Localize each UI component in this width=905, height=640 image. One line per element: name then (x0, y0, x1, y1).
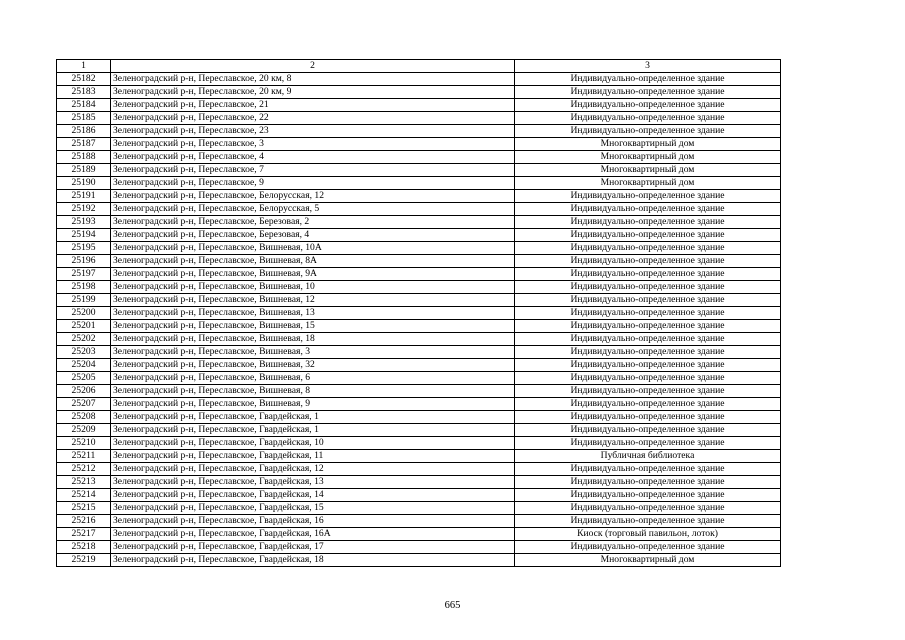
table-row (57, 398, 781, 411)
table-row (57, 255, 781, 268)
row-address: Зеленоградский р-н, Переславское, 9 (111, 177, 515, 190)
row-object-type: Индивидуально-определенное здание (515, 333, 781, 346)
row-number: 25196 (57, 255, 111, 268)
row-address: Зеленоградский р-н, Переславское, 3 (111, 138, 515, 151)
row-number: 25190 (57, 177, 111, 190)
row-address: Зеленоградский р-н, Переславское, Вишневая, 12 (111, 294, 515, 307)
table-body (57, 73, 781, 567)
row-address: Зеленоградский р-н, Переславское, Вишневая, 15 (111, 320, 515, 333)
row-number: 25215 (57, 502, 111, 515)
row-number: 25193 (57, 216, 111, 229)
row-number: 25210 (57, 437, 111, 450)
row-number: 25184 (57, 99, 111, 112)
row-number: 25189 (57, 164, 111, 177)
row-object-type: Индивидуально-определенное здание (515, 320, 781, 333)
table-row (57, 164, 781, 177)
row-address: Зеленоградский р-н, Переславское, Гвардейская, 18 (111, 554, 515, 567)
row-address: Зеленоградский р-н, Переславское, Вишневая, 10А (111, 242, 515, 255)
row-object-type: Индивидуально-определенное здание (515, 385, 781, 398)
row-object-type: Индивидуально-определенное здание (515, 424, 781, 437)
row-address: Зеленоградский р-н, Переславское, 4 (111, 151, 515, 164)
row-object-type: Многоквартирный дом (515, 554, 781, 567)
row-address: Зеленоградский р-н, Переславское, Гвардейская, 1 (111, 424, 515, 437)
table-row (57, 450, 781, 463)
row-address: Зеленоградский р-н, Переславское, Гвардейская, 12 (111, 463, 515, 476)
column-header-1: 1 (57, 60, 111, 73)
row-number: 25218 (57, 541, 111, 554)
row-address: Зеленоградский р-н, Переславское, Гвардейская, 17 (111, 541, 515, 554)
row-address: Зеленоградский р-н, Переславское, Вишневая, 18 (111, 333, 515, 346)
table-row (57, 73, 781, 86)
row-object-type: Индивидуально-определенное здание (515, 411, 781, 424)
table-row (57, 333, 781, 346)
table-row (57, 541, 781, 554)
row-address: Зеленоградский р-н, Переславское, Вишневая, 10 (111, 281, 515, 294)
row-address: Зеленоградский р-н, Переславское, Белорусская, 5 (111, 203, 515, 216)
row-object-type: Индивидуально-определенное здание (515, 502, 781, 515)
row-address: Зеленоградский р-н, Переславское, Гвардейская, 13 (111, 476, 515, 489)
row-object-type: Индивидуально-определенное здание (515, 463, 781, 476)
row-number: 25203 (57, 346, 111, 359)
row-address: Зеленоградский р-н, Переславское, Вишневая, 13 (111, 307, 515, 320)
row-address: Зеленоградский р-н, Переславское, Вишневая, 9А (111, 268, 515, 281)
row-object-type: Индивидуально-определенное здание (515, 86, 781, 99)
row-object-type: Индивидуально-определенное здание (515, 346, 781, 359)
row-object-type: Индивидуально-определенное здание (515, 398, 781, 411)
row-address: Зеленоградский р-н, Переславское, Вишневая, 32 (111, 359, 515, 372)
table-row (57, 86, 781, 99)
row-number: 25213 (57, 476, 111, 489)
table-row (57, 476, 781, 489)
row-number: 25206 (57, 385, 111, 398)
table-row (57, 424, 781, 437)
row-number: 25197 (57, 268, 111, 281)
row-object-type: Публичная библиотека (515, 450, 781, 463)
table-row (57, 190, 781, 203)
table-row (57, 437, 781, 450)
table-row (57, 125, 781, 138)
row-number: 25207 (57, 398, 111, 411)
row-number: 25217 (57, 528, 111, 541)
row-address: Зеленоградский р-н, Переславское, Вишневая, 6 (111, 372, 515, 385)
header-row (57, 60, 781, 73)
row-address: Зеленоградский р-н, Переславское, Гвардейская, 14 (111, 489, 515, 502)
row-number: 25188 (57, 151, 111, 164)
row-object-type: Индивидуально-определенное здание (515, 359, 781, 372)
column-header-3: 3 (515, 60, 781, 73)
table-row (57, 489, 781, 502)
table-row (57, 372, 781, 385)
row-object-type: Многоквартирный дом (515, 138, 781, 151)
row-object-type: Индивидуально-определенное здание (515, 255, 781, 268)
table-row (57, 151, 781, 164)
row-object-type: Индивидуально-определенное здание (515, 242, 781, 255)
row-address: Зеленоградский р-н, Переславское, Гвардейская, 10 (111, 437, 515, 450)
row-number: 25186 (57, 125, 111, 138)
table-row (57, 294, 781, 307)
row-number: 25185 (57, 112, 111, 125)
row-object-type: Многоквартирный дом (515, 177, 781, 190)
row-number: 25192 (57, 203, 111, 216)
row-object-type: Индивидуально-определенное здание (515, 476, 781, 489)
row-object-type: Индивидуально-определенное здание (515, 281, 781, 294)
row-object-type: Индивидуально-определенное здание (515, 73, 781, 86)
row-object-type: Индивидуально-определенное здание (515, 515, 781, 528)
row-number: 25208 (57, 411, 111, 424)
row-object-type: Индивидуально-определенное здание (515, 112, 781, 125)
row-object-type: Индивидуально-определенное здание (515, 190, 781, 203)
row-object-type: Киоск (торговый павильон, лоток) (515, 528, 781, 541)
row-number: 25195 (57, 242, 111, 255)
row-object-type: Индивидуально-определенное здание (515, 437, 781, 450)
table-row (57, 281, 781, 294)
row-address: Зеленоградский р-н, Переславское, Гвардейская, 1 (111, 411, 515, 424)
row-address: Зеленоградский р-н, Переславское, Вишневая, 8А (111, 255, 515, 268)
row-number: 25199 (57, 294, 111, 307)
row-address: Зеленоградский р-н, Переславское, Березовая, 2 (111, 216, 515, 229)
row-address: Зеленоградский р-н, Переславское, 20 км, 8 (111, 73, 515, 86)
row-object-type: Индивидуально-определенное здание (515, 125, 781, 138)
table-row (57, 216, 781, 229)
table-row (57, 515, 781, 528)
row-number: 25183 (57, 86, 111, 99)
row-number: 25201 (57, 320, 111, 333)
registry-table (56, 59, 781, 567)
table-row (57, 112, 781, 125)
row-number: 25205 (57, 372, 111, 385)
row-number: 25191 (57, 190, 111, 203)
table-header (57, 60, 781, 73)
table-row (57, 554, 781, 567)
row-address: Зеленоградский р-н, Переславское, Гвардейская, 16 (111, 515, 515, 528)
table-row (57, 268, 781, 281)
row-number: 25204 (57, 359, 111, 372)
row-number: 25209 (57, 424, 111, 437)
row-number: 25219 (57, 554, 111, 567)
table-row (57, 307, 781, 320)
table-row (57, 99, 781, 112)
row-number: 25194 (57, 229, 111, 242)
table-row (57, 463, 781, 476)
table-row (57, 320, 781, 333)
table-row (57, 411, 781, 424)
table-row (57, 385, 781, 398)
row-address: Зеленоградский р-н, Переславское, Вишневая, 8 (111, 385, 515, 398)
row-address: Зеленоградский р-н, Переславское, Гвардейская, 15 (111, 502, 515, 515)
row-number: 25182 (57, 73, 111, 86)
table-row (57, 346, 781, 359)
row-number: 25211 (57, 450, 111, 463)
row-address: Зеленоградский р-н, Переславское, 23 (111, 125, 515, 138)
row-number: 25214 (57, 489, 111, 502)
table-row (57, 502, 781, 515)
table-row (57, 359, 781, 372)
row-address: Зеленоградский р-н, Переславское, Вишневая, 3 (111, 346, 515, 359)
row-object-type: Индивидуально-определенное здание (515, 229, 781, 242)
row-address: Зеленоградский р-н, Переславское, Гвардейская, 11 (111, 450, 515, 463)
row-number: 25198 (57, 281, 111, 294)
row-object-type: Индивидуально-определенное здание (515, 216, 781, 229)
row-address: Зеленоградский р-н, Переславское, 21 (111, 99, 515, 112)
row-address: Зеленоградский р-н, Переславское, Белорусская, 12 (111, 190, 515, 203)
row-address: Зеленоградский р-н, Переславское, 7 (111, 164, 515, 177)
column-header-2: 2 (111, 60, 515, 73)
table-row (57, 203, 781, 216)
row-number: 25202 (57, 333, 111, 346)
row-number: 25200 (57, 307, 111, 320)
row-object-type: Индивидуально-определенное здание (515, 203, 781, 216)
table-row (57, 177, 781, 190)
row-address: Зеленоградский р-н, Переславское, Березовая, 4 (111, 229, 515, 242)
table-row (57, 229, 781, 242)
row-number: 25212 (57, 463, 111, 476)
row-address: Зеленоградский р-н, Переславское, 22 (111, 112, 515, 125)
row-object-type: Многоквартирный дом (515, 164, 781, 177)
table-row (57, 242, 781, 255)
row-object-type: Индивидуально-определенное здание (515, 541, 781, 554)
row-number: 25187 (57, 138, 111, 151)
row-object-type: Индивидуально-определенное здание (515, 489, 781, 502)
row-address: Зеленоградский р-н, Переславское, Вишневая, 9 (111, 398, 515, 411)
table-row (57, 528, 781, 541)
row-object-type: Индивидуально-определенное здание (515, 372, 781, 385)
row-object-type: Индивидуально-определенное здание (515, 268, 781, 281)
row-number: 25216 (57, 515, 111, 528)
table-row (57, 138, 781, 151)
row-address: Зеленоградский р-н, Переславское, Гвардейская, 16А (111, 528, 515, 541)
row-object-type: Индивидуально-определенное здание (515, 99, 781, 112)
row-address: Зеленоградский р-н, Переславское, 20 км, 9 (111, 86, 515, 99)
page-number: 665 (444, 600, 461, 611)
row-object-type: Индивидуально-определенное здание (515, 294, 781, 307)
row-object-type: Индивидуально-определенное здание (515, 307, 781, 320)
row-object-type: Многоквартирный дом (515, 151, 781, 164)
